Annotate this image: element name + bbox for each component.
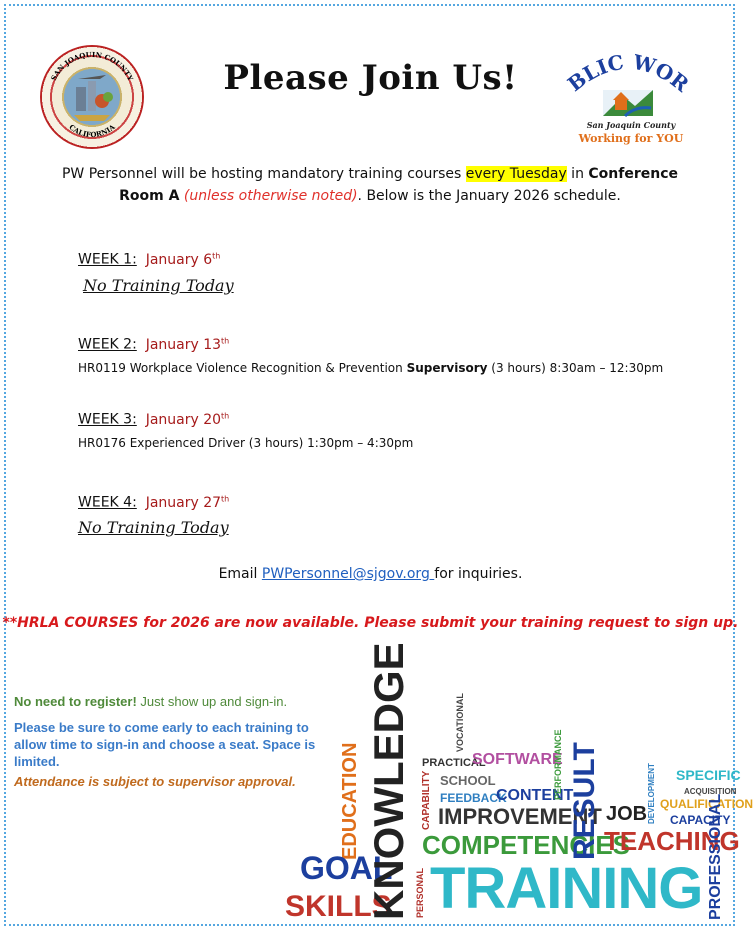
early-arrival-note: Please be sure to come early to each training to allow time to sign-in and choose a seat. Space is limited. (14, 720, 316, 769)
week-1-label: WEEK 1: (78, 251, 137, 268)
intro-part3: . Below is the January 2026 schedule. (357, 188, 621, 204)
training-word-cloud (280, 642, 753, 923)
approval-note: Attendance is subject to supervisor approval. (14, 774, 296, 789)
logo-tagline: Working for YOU (578, 132, 684, 145)
word-qualification: QUALIFICATION (660, 797, 753, 811)
word-capability: CAPABILITY (421, 770, 432, 830)
word-professional: PROFESSIONAL (707, 793, 724, 920)
email-link[interactable]: PWPersonnel@sjgov.org (261, 566, 435, 582)
word-practical: PRACTICAL (422, 757, 486, 769)
week-4-date: January 27th (145, 494, 230, 511)
word-performance: PERFORMANCE (553, 729, 563, 800)
intro-note: (unless otherwise noted) (183, 188, 358, 204)
word-feedback: FEEDBACK (440, 791, 507, 805)
word-goal: GOAL (300, 850, 393, 886)
word-training: TRAINING (430, 856, 703, 921)
week-4-heading (78, 494, 229, 511)
week-2-label: WEEK 2: (78, 336, 137, 353)
word-competencies: COMPETENCIES (422, 830, 631, 860)
word-capacity: CAPACITY (670, 813, 731, 827)
public-works-logo (563, 48, 693, 148)
week-3-date: January 20th (145, 411, 230, 428)
word-improvement: IMPROVEMENT (438, 804, 602, 829)
contact-suffix: for inquiries. (434, 566, 523, 582)
week-1-heading (78, 251, 220, 268)
word-acquisition: ACQUISITION (684, 787, 737, 796)
svg-text:PUBLIC WORKS (563, 48, 693, 97)
intro-location: Conference Room A (119, 166, 679, 204)
logo-county: San Joaquin County (586, 120, 676, 130)
week-1-detail: No Training Today (83, 276, 234, 295)
word-content: CONTENT (496, 787, 574, 804)
hrla-announcement: **HRLA COURSES for 2026 are now available. Please submit your training request to sign up. (2, 615, 739, 631)
word-software: SOFTWARE (472, 751, 563, 768)
word-result: RESULT (568, 742, 601, 860)
word-job: JOB (606, 803, 648, 825)
week-2-course: HR0119 Workplace Violence Recognition & Prevention Supervisory (3 hours) 8:30am – 12:30pm (78, 361, 664, 375)
logo-title: BLIC WOR (563, 49, 693, 97)
word-school: SCHOOL (440, 773, 496, 788)
week-3-label: WEEK 3: (78, 411, 137, 428)
word-vocational: VOCATIONAL (455, 693, 465, 752)
seal-text-top: SAN JOAQUIN COUNTY (48, 49, 136, 83)
page-title: Please Join Us! (223, 58, 518, 98)
no-register-bold: No need to register! (14, 694, 137, 709)
week-3-heading (78, 411, 229, 428)
intro-highlight: every Tuesday (465, 166, 567, 182)
intro-part2: in (566, 166, 589, 182)
seal-text-bottom: CALIFORNIA (67, 122, 117, 140)
intro-paragraph (60, 163, 680, 207)
no-register-rest: Just show up and sign-in. (136, 694, 288, 709)
word-specific: SPECIFIC (676, 767, 741, 783)
contact-line (0, 566, 741, 582)
word-development: DEVELOPMENT (647, 763, 656, 824)
week-2-heading (78, 336, 229, 353)
word-education: EDUCATION (339, 742, 361, 860)
intro-part1: PW Personnel will be hosting mandatory training courses (61, 166, 466, 182)
contact-prefix: Email (218, 566, 262, 582)
word-skills: SKILLS (285, 890, 392, 923)
no-register-note (14, 694, 287, 709)
word-knowledge: KNOWLEDGE (365, 642, 412, 920)
svg-text:CALIFORNIA (67, 122, 117, 139)
week-3-course: HR0176 Experienced Driver (3 hours) 1:30pm – 4:30pm (78, 436, 414, 450)
week-1-date: January 6th (145, 251, 221, 268)
week-2-date: January 13th (145, 336, 230, 353)
word-personal: PERSONAL (415, 867, 425, 918)
week-4-label: WEEK 4: (78, 494, 137, 511)
week-4-detail: No Training Today (78, 518, 229, 537)
word-teaching: TEACHING (604, 826, 740, 856)
